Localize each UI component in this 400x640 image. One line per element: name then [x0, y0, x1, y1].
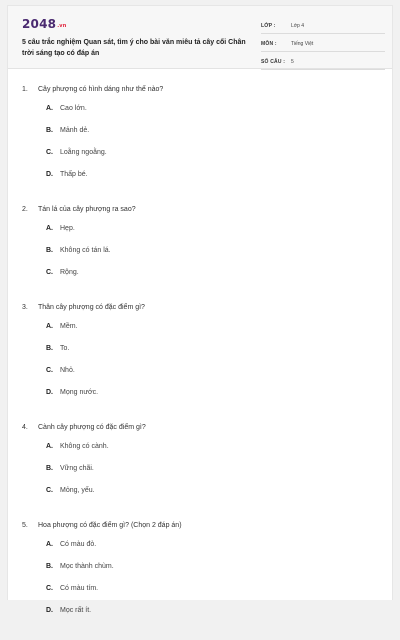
option-letter: B.: [46, 465, 53, 472]
meta-value: Tiếng Việt: [291, 41, 314, 47]
option-grid: [22, 103, 382, 191]
option-letter: A.: [46, 105, 53, 112]
option-text: Hẹp.: [60, 225, 75, 232]
question-list: [22, 84, 382, 640]
option-text: Loằng ngoằng.: [60, 149, 107, 156]
question-3: [22, 302, 382, 409]
option-text: Có màu đỏ.: [60, 541, 97, 548]
option-b[interactable]: [46, 561, 218, 573]
logo-text: 2048: [22, 17, 57, 31]
option-text: Cao lớn.: [60, 105, 87, 112]
option-grid: [22, 321, 382, 409]
option-text: Mọc rất ít.: [60, 607, 92, 614]
meta-row-subject: [261, 36, 385, 52]
question-5: [22, 520, 382, 627]
question-prompt: Cây phượng có hình dáng như thế nào?: [38, 86, 164, 93]
option-letter: C.: [46, 149, 53, 156]
question-1: [22, 84, 382, 191]
option-b[interactable]: [46, 125, 218, 137]
option-letter: C.: [46, 367, 53, 374]
question-number: 2.: [22, 206, 28, 213]
option-letter: A.: [46, 541, 53, 548]
option-letter: C.: [46, 269, 53, 276]
option-c[interactable]: [46, 147, 218, 159]
question-text: [22, 302, 382, 314]
option-text: Nhỏ.: [60, 367, 75, 374]
option-b[interactable]: [46, 245, 218, 257]
option-text: To.: [60, 345, 70, 352]
option-c[interactable]: [46, 365, 218, 377]
option-text: Thấp bé.: [60, 171, 88, 178]
option-letter: A.: [46, 323, 53, 330]
question-prompt: Hoa phượng có đặc điểm gì? (Chọn 2 đáp án): [38, 522, 182, 529]
question-text: [22, 520, 382, 532]
option-letter: B.: [46, 247, 53, 254]
question-prompt: Tán lá của cây phượng ra sao?: [38, 206, 136, 213]
option-c[interactable]: [46, 267, 218, 279]
option-letter: B.: [46, 127, 53, 134]
option-letter: B.: [46, 563, 53, 570]
question-number: 5.: [22, 522, 28, 529]
meta-row-count: [261, 54, 385, 70]
question-number: 4.: [22, 424, 28, 431]
meta-value: 5: [291, 59, 294, 65]
question-4: [22, 422, 382, 507]
option-a[interactable]: [46, 539, 218, 551]
option-text: Có màu tím.: [60, 585, 99, 592]
option-letter: D.: [46, 389, 53, 396]
option-text: Mềm.: [60, 323, 78, 330]
meta-key: SỐ CÂU :: [261, 59, 286, 65]
option-a[interactable]: [46, 103, 218, 115]
option-letter: B.: [46, 345, 53, 352]
option-text: Rộng.: [60, 269, 79, 276]
question-text: [22, 84, 382, 96]
option-a[interactable]: [46, 441, 218, 453]
question-2: [22, 204, 382, 289]
option-b[interactable]: [46, 463, 218, 475]
option-text: Mỏng, yếu.: [60, 487, 95, 494]
option-text: Vững chãi.: [60, 465, 94, 472]
option-letter: D.: [46, 171, 53, 178]
option-text: Mọng nước.: [60, 389, 99, 396]
option-text: Mảnh dẻ.: [60, 127, 90, 134]
option-letter: C.: [46, 487, 53, 494]
option-letter: D.: [46, 607, 53, 614]
meta-value: Lớp 4: [291, 23, 305, 29]
worksheet: [7, 5, 393, 614]
option-letter: A.: [46, 225, 53, 232]
option-c[interactable]: [46, 485, 218, 497]
meta-key: MÔN :: [261, 41, 277, 47]
option-letter: A.: [46, 443, 53, 450]
option-a[interactable]: [46, 321, 218, 333]
question-text: [22, 422, 382, 434]
logo-tld: .vn: [57, 23, 67, 29]
worksheet-header: [8, 6, 392, 69]
meta-key: LỚP :: [261, 23, 276, 29]
option-text: Không có cành.: [60, 443, 109, 450]
option-a[interactable]: [46, 223, 218, 235]
page-title: 5 câu trắc nghiệm Quan sát, tìm ý cho bài văn miêu tả cây cối Chân trời sáng tạo có đáp án: [22, 39, 246, 57]
question-number: 3.: [22, 304, 28, 311]
option-d[interactable]: [46, 605, 218, 617]
option-grid: [22, 539, 382, 627]
question-prompt: Cành cây phượng có đặc điểm gì?: [38, 424, 146, 431]
option-grid: [22, 223, 382, 289]
option-c[interactable]: [46, 583, 218, 595]
meta-row-class: [261, 18, 385, 34]
option-letter: C.: [46, 585, 53, 592]
option-text: Mọc thành chùm.: [60, 563, 114, 570]
option-text: Không có tán lá.: [60, 247, 111, 254]
option-d[interactable]: [46, 387, 218, 399]
option-d[interactable]: [46, 169, 218, 181]
question-text: [22, 204, 382, 216]
question-prompt: Thân cây phượng có đặc điểm gì?: [38, 304, 145, 311]
question-number: 1.: [22, 86, 28, 93]
option-b[interactable]: [46, 343, 218, 355]
meta-info: [261, 18, 385, 72]
site-logo[interactable]: [22, 17, 67, 31]
option-grid: [22, 441, 382, 507]
